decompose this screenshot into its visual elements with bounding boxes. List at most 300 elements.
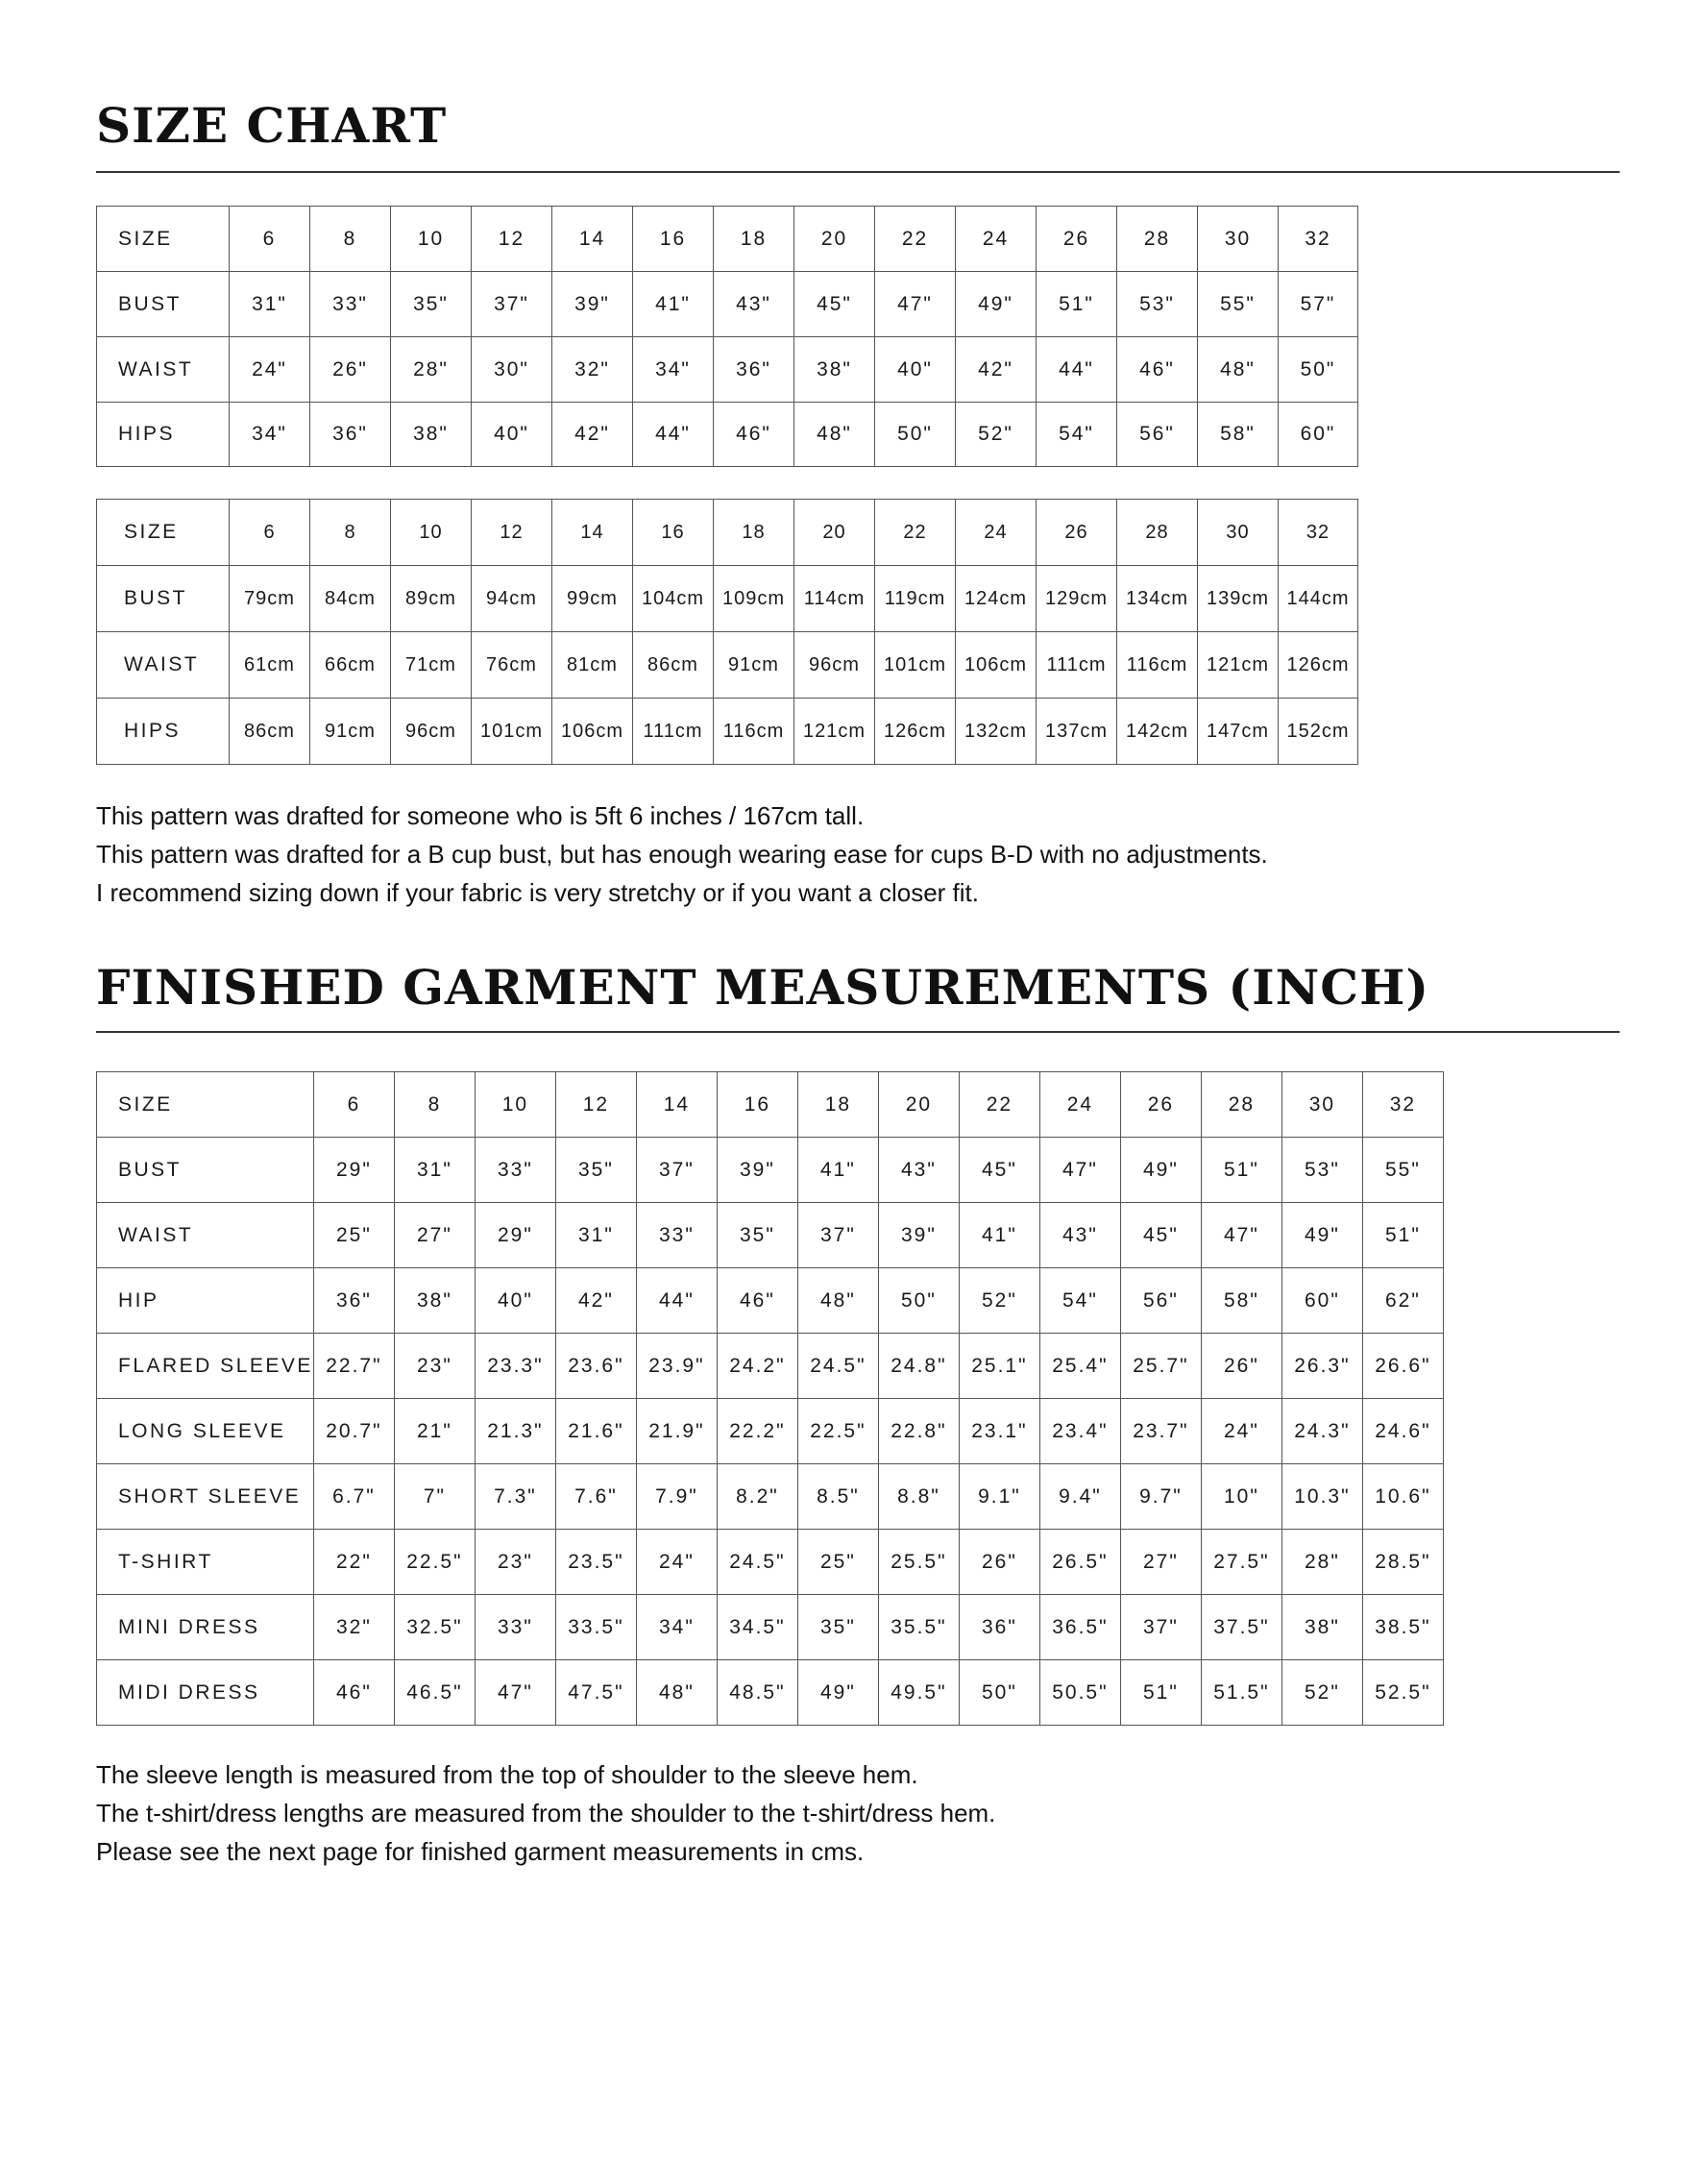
table-cell: 46" [714, 403, 794, 467]
table-cell: 35.5" [878, 1595, 959, 1660]
table-cell: 96cm [794, 632, 875, 699]
table-cell: 76cm [472, 632, 552, 699]
table-cell: 57" [1279, 272, 1358, 337]
table-cell: 27" [394, 1203, 475, 1268]
table-cell: 24" [636, 1530, 717, 1595]
table-cell: 62" [1362, 1268, 1443, 1334]
table-cell: 53" [1117, 272, 1198, 337]
header-cell: 32 [1362, 1072, 1443, 1138]
row-label: BUST [97, 566, 230, 632]
table-cell: 36" [959, 1595, 1039, 1660]
header-cell: 16 [633, 207, 714, 272]
table-cell: 81cm [552, 632, 633, 699]
table-cell: 20.7" [313, 1399, 394, 1464]
row-label: HIP [97, 1268, 314, 1334]
table-cell: 56" [1120, 1268, 1201, 1334]
table-cell: 49" [956, 272, 1037, 337]
header-cell: 12 [555, 1072, 636, 1138]
note-line: The t-shirt/dress lengths are measured from the shoulder to the t-shirt/dress hem. [96, 1799, 996, 1827]
header-cell: 30 [1198, 207, 1279, 272]
finished-garment-notes [96, 1755, 995, 1871]
table-cell: 101cm [472, 699, 552, 765]
table-cell: 58" [1198, 403, 1279, 467]
table-cell: 129cm [1037, 566, 1117, 632]
note-line: This pattern was drafted for someone who is 5ft 6 inches / 167cm tall. [96, 801, 865, 830]
table-row [97, 1399, 1444, 1464]
table-cell: 52" [959, 1268, 1039, 1334]
table-header-row [97, 500, 1358, 566]
table-cell: 52.5" [1362, 1660, 1443, 1726]
table-cell: 50.5" [1039, 1660, 1120, 1726]
table-header-row [97, 1072, 1444, 1138]
table-cell: 48" [1198, 337, 1279, 403]
table-cell: 114cm [794, 566, 875, 632]
table-cell: 39" [552, 272, 633, 337]
table-cell: 37" [472, 272, 552, 337]
table-cell: 22.2" [717, 1399, 797, 1464]
table-cell: 116cm [1117, 632, 1198, 699]
table-cell: 89cm [391, 566, 472, 632]
note-line: Please see the next page for finished garment measurements in cms. [96, 1837, 865, 1866]
table-cell: 26.3" [1281, 1334, 1362, 1399]
table-cell: 27.5" [1201, 1530, 1281, 1595]
table-cell: 106cm [956, 632, 1037, 699]
table-cell: 50" [878, 1268, 959, 1334]
table-cell: 58" [1201, 1268, 1281, 1334]
table-cell: 8.2" [717, 1464, 797, 1530]
header-cell: 22 [875, 500, 956, 566]
table-cell: 35" [717, 1203, 797, 1268]
table-cell: 42" [956, 337, 1037, 403]
table-cell: 47" [1201, 1203, 1281, 1268]
table-cell: 8.8" [878, 1464, 959, 1530]
table-cell: 142cm [1117, 699, 1198, 765]
table-cell: 84cm [310, 566, 391, 632]
header-cell: 20 [878, 1072, 959, 1138]
table-cell: 41" [633, 272, 714, 337]
table-cell: 32" [552, 337, 633, 403]
table-cell: 139cm [1198, 566, 1279, 632]
table-cell: 24.3" [1281, 1399, 1362, 1464]
table-cell: 37" [636, 1138, 717, 1203]
table-cell: 23" [475, 1530, 555, 1595]
table-row [97, 1138, 1444, 1203]
header-cell: 26 [1120, 1072, 1201, 1138]
header-cell: 12 [472, 207, 552, 272]
row-label: HIPS [97, 699, 230, 765]
table-cell: 34.5" [717, 1595, 797, 1660]
finished-garment-table [96, 1071, 1444, 1726]
table-cell: 10.3" [1281, 1464, 1362, 1530]
table-cell: 51.5" [1201, 1660, 1281, 1726]
table-cell: 26.5" [1039, 1530, 1120, 1595]
table-cell: 26.6" [1362, 1334, 1443, 1399]
table-cell: 49" [1281, 1203, 1362, 1268]
table-cell: 23.6" [555, 1334, 636, 1399]
header-cell: 20 [794, 500, 875, 566]
size-chart-inch-table [96, 206, 1358, 467]
table-cell: 32" [313, 1595, 394, 1660]
table-cell: 22.7" [313, 1334, 394, 1399]
table-cell: 121cm [794, 699, 875, 765]
header-cell: 6 [230, 207, 310, 272]
header-cell: 20 [794, 207, 875, 272]
table-cell: 44" [1037, 337, 1117, 403]
table-cell: 106cm [552, 699, 633, 765]
table-cell: 96cm [391, 699, 472, 765]
row-label: MIDI DRESS [97, 1660, 314, 1726]
row-label: WAIST [97, 1203, 314, 1268]
table-cell: 61cm [230, 632, 310, 699]
table-row [97, 632, 1358, 699]
header-cell: 14 [552, 207, 633, 272]
table-cell: 9.4" [1039, 1464, 1120, 1530]
header-cell: SIZE [97, 207, 230, 272]
table-row [97, 1268, 1444, 1334]
table-cell: 47" [875, 272, 956, 337]
table-cell: 60" [1281, 1268, 1362, 1334]
header-cell: 8 [394, 1072, 475, 1138]
table-cell: 43" [1039, 1203, 1120, 1268]
table-cell: 37" [797, 1203, 878, 1268]
table-cell: 48" [636, 1660, 717, 1726]
table-cell: 39" [878, 1203, 959, 1268]
header-cell: 18 [797, 1072, 878, 1138]
table-cell: 40" [475, 1268, 555, 1334]
table-cell: 144cm [1279, 566, 1358, 632]
table-cell: 116cm [714, 699, 794, 765]
table-cell: 36.5" [1039, 1595, 1120, 1660]
header-cell: 12 [472, 500, 552, 566]
table-cell: 52" [956, 403, 1037, 467]
table-cell: 46" [717, 1268, 797, 1334]
table-cell: 21.6" [555, 1399, 636, 1464]
header-cell: 32 [1279, 500, 1358, 566]
table-cell: 54" [1037, 403, 1117, 467]
table-cell: 22.5" [797, 1399, 878, 1464]
table-cell: 152cm [1279, 699, 1358, 765]
table-cell: 21.3" [475, 1399, 555, 1464]
table-cell: 24" [1201, 1399, 1281, 1464]
table-cell: 79cm [230, 566, 310, 632]
table-cell: 7" [394, 1464, 475, 1530]
table-cell: 101cm [875, 632, 956, 699]
table-cell: 23.5" [555, 1530, 636, 1595]
table-cell: 86cm [633, 632, 714, 699]
table-cell: 36" [310, 403, 391, 467]
header-cell: 24 [956, 500, 1037, 566]
header-cell: SIZE [97, 1072, 314, 1138]
table-cell: 23" [394, 1334, 475, 1399]
table-cell: 7.6" [555, 1464, 636, 1530]
table-cell: 51" [1120, 1660, 1201, 1726]
table-header-row [97, 207, 1358, 272]
note-line: I recommend sizing down if your fabric is very stretchy or if you want a closer fit. [96, 878, 980, 907]
header-cell: 14 [552, 500, 633, 566]
table-cell: 50" [959, 1660, 1039, 1726]
table-row [97, 1660, 1444, 1726]
table-cell: 6.7" [313, 1464, 394, 1530]
header-cell: 28 [1117, 207, 1198, 272]
table-cell: 34" [230, 403, 310, 467]
table-cell: 48" [794, 403, 875, 467]
table-cell: 33.5" [555, 1595, 636, 1660]
table-cell: 32.5" [394, 1595, 475, 1660]
table-cell: 23.7" [1120, 1399, 1201, 1464]
table-cell: 51" [1201, 1138, 1281, 1203]
table-cell: 35" [391, 272, 472, 337]
table-cell: 41" [797, 1138, 878, 1203]
row-label: SHORT SLEEVE [97, 1464, 314, 1530]
table-cell: 126cm [875, 699, 956, 765]
table-cell: 49.5" [878, 1660, 959, 1726]
table-cell: 46" [1117, 337, 1198, 403]
table-cell: 22" [313, 1530, 394, 1595]
table-cell: 25.4" [1039, 1334, 1120, 1399]
table-cell: 30" [472, 337, 552, 403]
header-cell: 18 [714, 500, 794, 566]
table-cell: 24.8" [878, 1334, 959, 1399]
header-cell: 28 [1117, 500, 1198, 566]
note-line: The sleeve length is measured from the top of shoulder to the sleeve hem. [96, 1760, 918, 1789]
header-cell: 24 [956, 207, 1037, 272]
header-cell: 14 [636, 1072, 717, 1138]
table-cell: 91cm [714, 632, 794, 699]
header-cell: 6 [230, 500, 310, 566]
table-cell: 7.9" [636, 1464, 717, 1530]
table-cell: 137cm [1037, 699, 1117, 765]
header-cell: 18 [714, 207, 794, 272]
table-cell: 43" [878, 1138, 959, 1203]
table-cell: 50" [1279, 337, 1358, 403]
table-cell: 111cm [1037, 632, 1117, 699]
table-cell: 28" [1281, 1530, 1362, 1595]
table-cell: 86cm [230, 699, 310, 765]
header-cell: 10 [391, 207, 472, 272]
table-cell: 52" [1281, 1660, 1362, 1726]
table-cell: 53" [1281, 1138, 1362, 1203]
table-cell: 49" [1120, 1138, 1201, 1203]
header-cell: 26 [1037, 500, 1117, 566]
size-chart-cm-table [96, 499, 1358, 765]
header-cell: 16 [717, 1072, 797, 1138]
table-cell: 7.3" [475, 1464, 555, 1530]
finished-garment-divider [96, 1031, 1620, 1033]
table-cell: 38" [394, 1268, 475, 1334]
header-cell: 6 [313, 1072, 394, 1138]
table-cell: 9.1" [959, 1464, 1039, 1530]
table-cell: 24.2" [717, 1334, 797, 1399]
table-cell: 24.6" [1362, 1399, 1443, 1464]
table-row [97, 337, 1358, 403]
table-row [97, 1530, 1444, 1595]
table-cell: 46.5" [394, 1660, 475, 1726]
table-cell: 33" [475, 1138, 555, 1203]
table-cell: 28.5" [1362, 1530, 1443, 1595]
table-cell: 60" [1279, 403, 1358, 467]
table-cell: 24" [230, 337, 310, 403]
table-cell: 132cm [956, 699, 1037, 765]
finished-garment-title: FINISHED GARMENT MEASUREMENTS (INCH) [96, 959, 1429, 1016]
table-cell: 23.4" [1039, 1399, 1120, 1464]
table-cell: 35" [797, 1595, 878, 1660]
table-cell: 24.5" [797, 1334, 878, 1399]
row-label: HIPS [97, 403, 230, 467]
table-cell: 21" [394, 1399, 475, 1464]
table-cell: 10.6" [1362, 1464, 1443, 1530]
table-cell: 34" [633, 337, 714, 403]
table-cell: 23.9" [636, 1334, 717, 1399]
table-cell: 33" [310, 272, 391, 337]
table-cell: 54" [1039, 1268, 1120, 1334]
table-cell: 26" [959, 1530, 1039, 1595]
table-cell: 29" [475, 1203, 555, 1268]
table-cell: 31" [555, 1203, 636, 1268]
size-chart-divider [96, 171, 1620, 173]
table-cell: 24.5" [717, 1530, 797, 1595]
table-cell: 66cm [310, 632, 391, 699]
table-cell: 26" [310, 337, 391, 403]
row-label: LONG SLEEVE [97, 1399, 314, 1464]
table-cell: 45" [794, 272, 875, 337]
header-cell: 32 [1279, 207, 1358, 272]
table-cell: 104cm [633, 566, 714, 632]
table-cell: 126cm [1279, 632, 1358, 699]
row-label: BUST [97, 272, 230, 337]
table-cell: 22.8" [878, 1399, 959, 1464]
table-cell: 29" [313, 1138, 394, 1203]
table-cell: 134cm [1117, 566, 1198, 632]
table-cell: 35" [555, 1138, 636, 1203]
table-cell: 56" [1117, 403, 1198, 467]
row-label: T-SHIRT [97, 1530, 314, 1595]
header-cell: 22 [875, 207, 956, 272]
table-cell: 22.5" [394, 1530, 475, 1595]
row-label: BUST [97, 1138, 314, 1203]
table-cell: 109cm [714, 566, 794, 632]
table-cell: 47.5" [555, 1660, 636, 1726]
table-cell: 91cm [310, 699, 391, 765]
header-cell: 16 [633, 500, 714, 566]
table-cell: 10" [1201, 1464, 1281, 1530]
table-cell: 31" [230, 272, 310, 337]
row-label: WAIST [97, 632, 230, 699]
table-cell: 147cm [1198, 699, 1279, 765]
table-row [97, 699, 1358, 765]
table-cell: 23.3" [475, 1334, 555, 1399]
table-cell: 119cm [875, 566, 956, 632]
header-cell: 26 [1037, 207, 1117, 272]
table-row [97, 566, 1358, 632]
table-cell: 111cm [633, 699, 714, 765]
table-cell: 31" [394, 1138, 475, 1203]
table-cell: 25.7" [1120, 1334, 1201, 1399]
size-chart-notes [96, 797, 1268, 912]
table-cell: 124cm [956, 566, 1037, 632]
table-cell: 50" [875, 403, 956, 467]
row-label: MINI DRESS [97, 1595, 314, 1660]
note-line: This pattern was drafted for a B cup bust, but has enough wearing ease for cups B-D with no adjustments. [96, 840, 1268, 869]
table-cell: 42" [552, 403, 633, 467]
table-row [97, 1334, 1444, 1399]
table-cell: 121cm [1198, 632, 1279, 699]
table-row [97, 1203, 1444, 1268]
table-cell: 41" [959, 1203, 1039, 1268]
header-cell: 22 [959, 1072, 1039, 1138]
table-cell: 49" [797, 1660, 878, 1726]
table-cell: 34" [636, 1595, 717, 1660]
header-cell: 28 [1201, 1072, 1281, 1138]
table-cell: 26" [1201, 1334, 1281, 1399]
table-cell: 94cm [472, 566, 552, 632]
table-cell: 55" [1362, 1138, 1443, 1203]
table-cell: 33" [636, 1203, 717, 1268]
table-cell: 46" [313, 1660, 394, 1726]
header-cell: 8 [310, 500, 391, 566]
table-cell: 21.9" [636, 1399, 717, 1464]
table-cell: 48.5" [717, 1660, 797, 1726]
table-cell: 45" [959, 1138, 1039, 1203]
table-row [97, 1595, 1444, 1660]
table-cell: 27" [1120, 1530, 1201, 1595]
table-cell: 38" [794, 337, 875, 403]
table-cell: 36" [313, 1268, 394, 1334]
table-cell: 28" [391, 337, 472, 403]
header-cell: 30 [1198, 500, 1279, 566]
table-cell: 99cm [552, 566, 633, 632]
table-cell: 33" [475, 1595, 555, 1660]
table-row [97, 272, 1358, 337]
header-cell: 24 [1039, 1072, 1120, 1138]
table-cell: 51" [1362, 1203, 1443, 1268]
row-label: FLARED SLEEVE [97, 1334, 314, 1399]
table-row [97, 403, 1358, 467]
table-cell: 25.5" [878, 1530, 959, 1595]
header-cell: 8 [310, 207, 391, 272]
table-cell: 37.5" [1201, 1595, 1281, 1660]
header-cell: SIZE [97, 500, 230, 566]
table-cell: 47" [475, 1660, 555, 1726]
table-row [97, 1464, 1444, 1530]
header-cell: 10 [475, 1072, 555, 1138]
table-cell: 44" [636, 1268, 717, 1334]
table-cell: 40" [472, 403, 552, 467]
table-cell: 8.5" [797, 1464, 878, 1530]
table-cell: 23.1" [959, 1399, 1039, 1464]
header-cell: 10 [391, 500, 472, 566]
table-cell: 38" [1281, 1595, 1362, 1660]
table-cell: 40" [875, 337, 956, 403]
table-cell: 45" [1120, 1203, 1201, 1268]
table-cell: 71cm [391, 632, 472, 699]
table-cell: 37" [1120, 1595, 1201, 1660]
table-cell: 9.7" [1120, 1464, 1201, 1530]
table-cell: 25" [313, 1203, 394, 1268]
table-cell: 48" [797, 1268, 878, 1334]
table-cell: 39" [717, 1138, 797, 1203]
table-cell: 42" [555, 1268, 636, 1334]
table-cell: 55" [1198, 272, 1279, 337]
table-cell: 43" [714, 272, 794, 337]
table-cell: 38.5" [1362, 1595, 1443, 1660]
table-cell: 51" [1037, 272, 1117, 337]
size-chart-title: SIZE CHART [96, 97, 448, 154]
row-label: WAIST [97, 337, 230, 403]
table-cell: 47" [1039, 1138, 1120, 1203]
table-cell: 25.1" [959, 1334, 1039, 1399]
table-cell: 25" [797, 1530, 878, 1595]
table-cell: 44" [633, 403, 714, 467]
